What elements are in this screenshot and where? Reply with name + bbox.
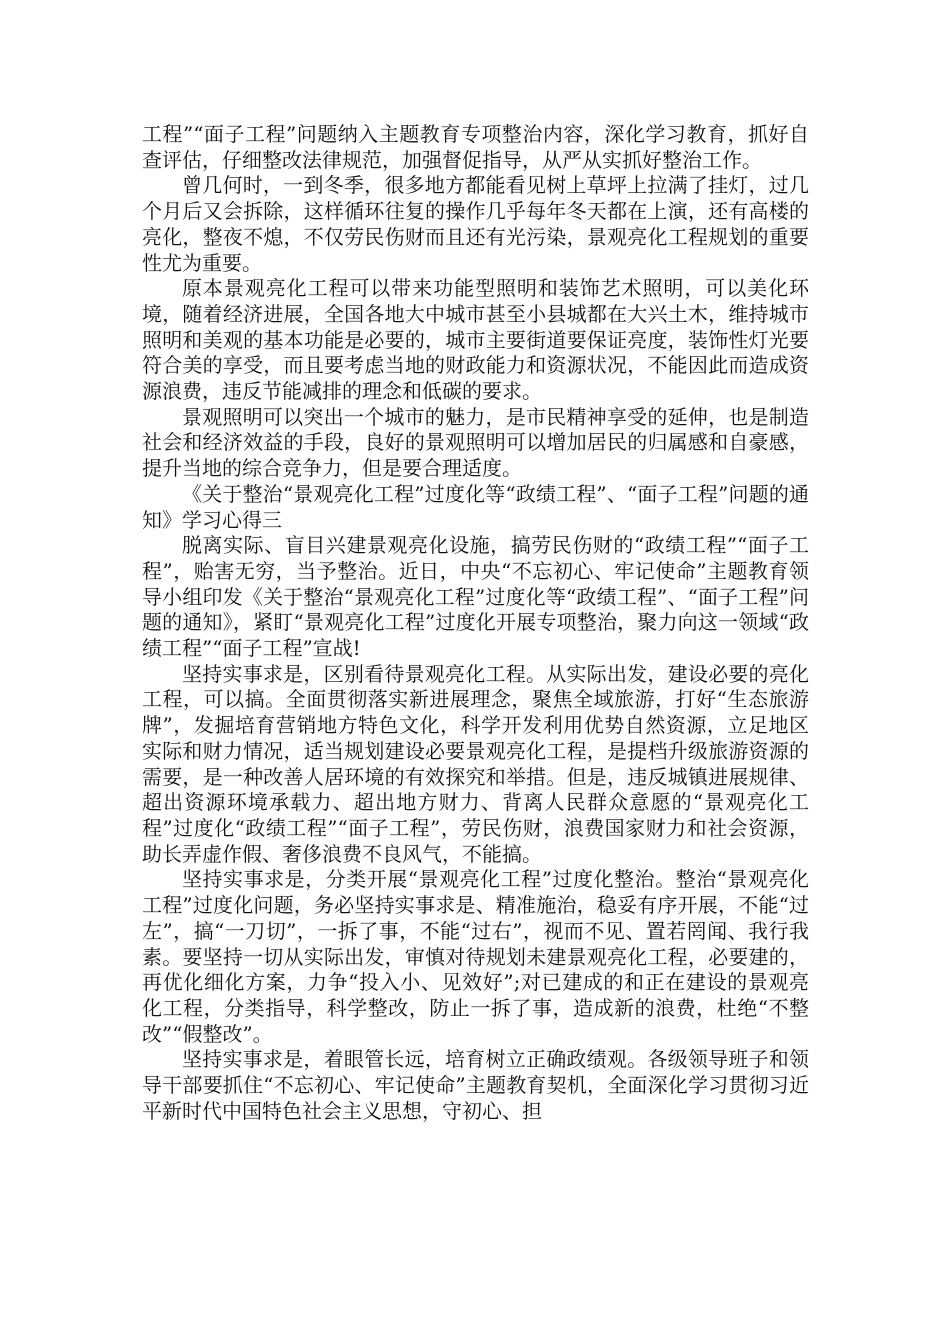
paragraph-continuation: 工程”“面子工程”问题纳入主题教育专项整治内容，深化学习教育，抓好自查评估，仔细整改法律规范，加强督促指导，从严从实抓好整治工作。 <box>142 122 809 172</box>
section-heading: 《关于整治“景观亮化工程”过度化等“政绩工程”、“面子工程”问题的通知》学习心得三 <box>142 481 809 532</box>
document-body <box>142 122 809 1124</box>
paragraph-original-purpose: 原本景观亮化工程可以带来功能型照明和装饰艺术照明，可以美化环境，随着经济进展，全国各地大中城市甚至小县城都在大兴土木，维持城市照明和美观的基本功能是必要的，城市主要街道要保证亮度，装饰性灯光要符合美的享受，而且要考虑当地的财政能力和资源状况，不能因此而造成资源浪费，违反节能减排的理念和低碳的要求。 <box>142 276 809 404</box>
paragraph-rectification-intro: 脱离实际、盲目兴建景观亮化设施，搞劳民伤财的“政绩工程”“面子工程”，贻害无穷，当予整治。近日，中央“不忘初心、牢记使命”主题教育领导小组印发《关于整治“景观亮化工程”过度化等“政绩工程”、“面子工程”问题的通知》，紧盯“景观亮化工程”过度化开展专项整治，聚力向这一领域“政绩工程”“面子工程”宣战! <box>142 533 809 661</box>
paragraph-classified-rectification: 坚持实事求是，分类开展“景观亮化工程”过度化整治。整治“景观亮化工程”过度化问题，务必坚持实事求是、精准施治，稳妥有序开展，不能“过左”，搞“一刀切”，一拆了事，不能“过右”，视而不见、置若罔闻、我行我素。要坚持一切从实际出发，审慎对待规划未建景观亮化工程，必要建的，再优化细化方案，力争“投入小、见效好”;对已建成的和正在建设的景观亮化工程，分类指导，科学整改，防止一拆了事，造成新的浪费，杜绝“不整改”“假整改”。 <box>142 867 809 1046</box>
paragraph-long-term-view: 坚持实事求是，着眼管长远，培育树立正确政绩观。各级领导班子和领导干部要抓住“不忘初心、牢记使命”主题教育契机，全面深化学习贯彻习近平新时代中国特色社会主义思想，守初心、担 <box>142 1047 809 1123</box>
paragraph-distinguish-projects: 坚持实事求是，区别看待景观亮化工程。从实际出发，建设必要的亮化工程，可以搞。全面贯彻落实新进展理念，聚焦全域旅游，打好“生态旅游牌”，发掘培育营销地方特色文化，科学开发利用优势自然资源，立足地区实际和财力情况，适当规划建设必要景观亮化工程，是提档升级旅游资源的需要，是一种改善人居环境的有效探究和举措。但是，违反城镇进展规律、超出资源环境承载力、超出地方财力、背离人民群众意愿的“景观亮化工程”过度化“政绩工程”“面子工程”，劳民伤财，浪费国家财力和社会资源，助长弄虚作假、奢侈浪费不良风气，不能搞。 <box>142 661 809 866</box>
paragraph-city-charm: 景观照明可以突出一个城市的魅力，是市民精神享受的延伸，也是制造社会和经济效益的手段，良好的景观照明可以增加居民的归属感和自豪感，提升当地的综合竞争力，但是要合理适度。 <box>142 404 809 481</box>
paragraph-winter-lights: 曾几何时，一到冬季，很多地方都能看见树上草坪上拉满了挂灯，过几个月后又会拆除，这样循环往复的操作几乎每年冬天都在上演，还有高楼的亮化，整夜不熄，不仅劳民伤财而且还有光污染，景观亮化工程规划的重要性尤为重要。 <box>142 173 809 275</box>
